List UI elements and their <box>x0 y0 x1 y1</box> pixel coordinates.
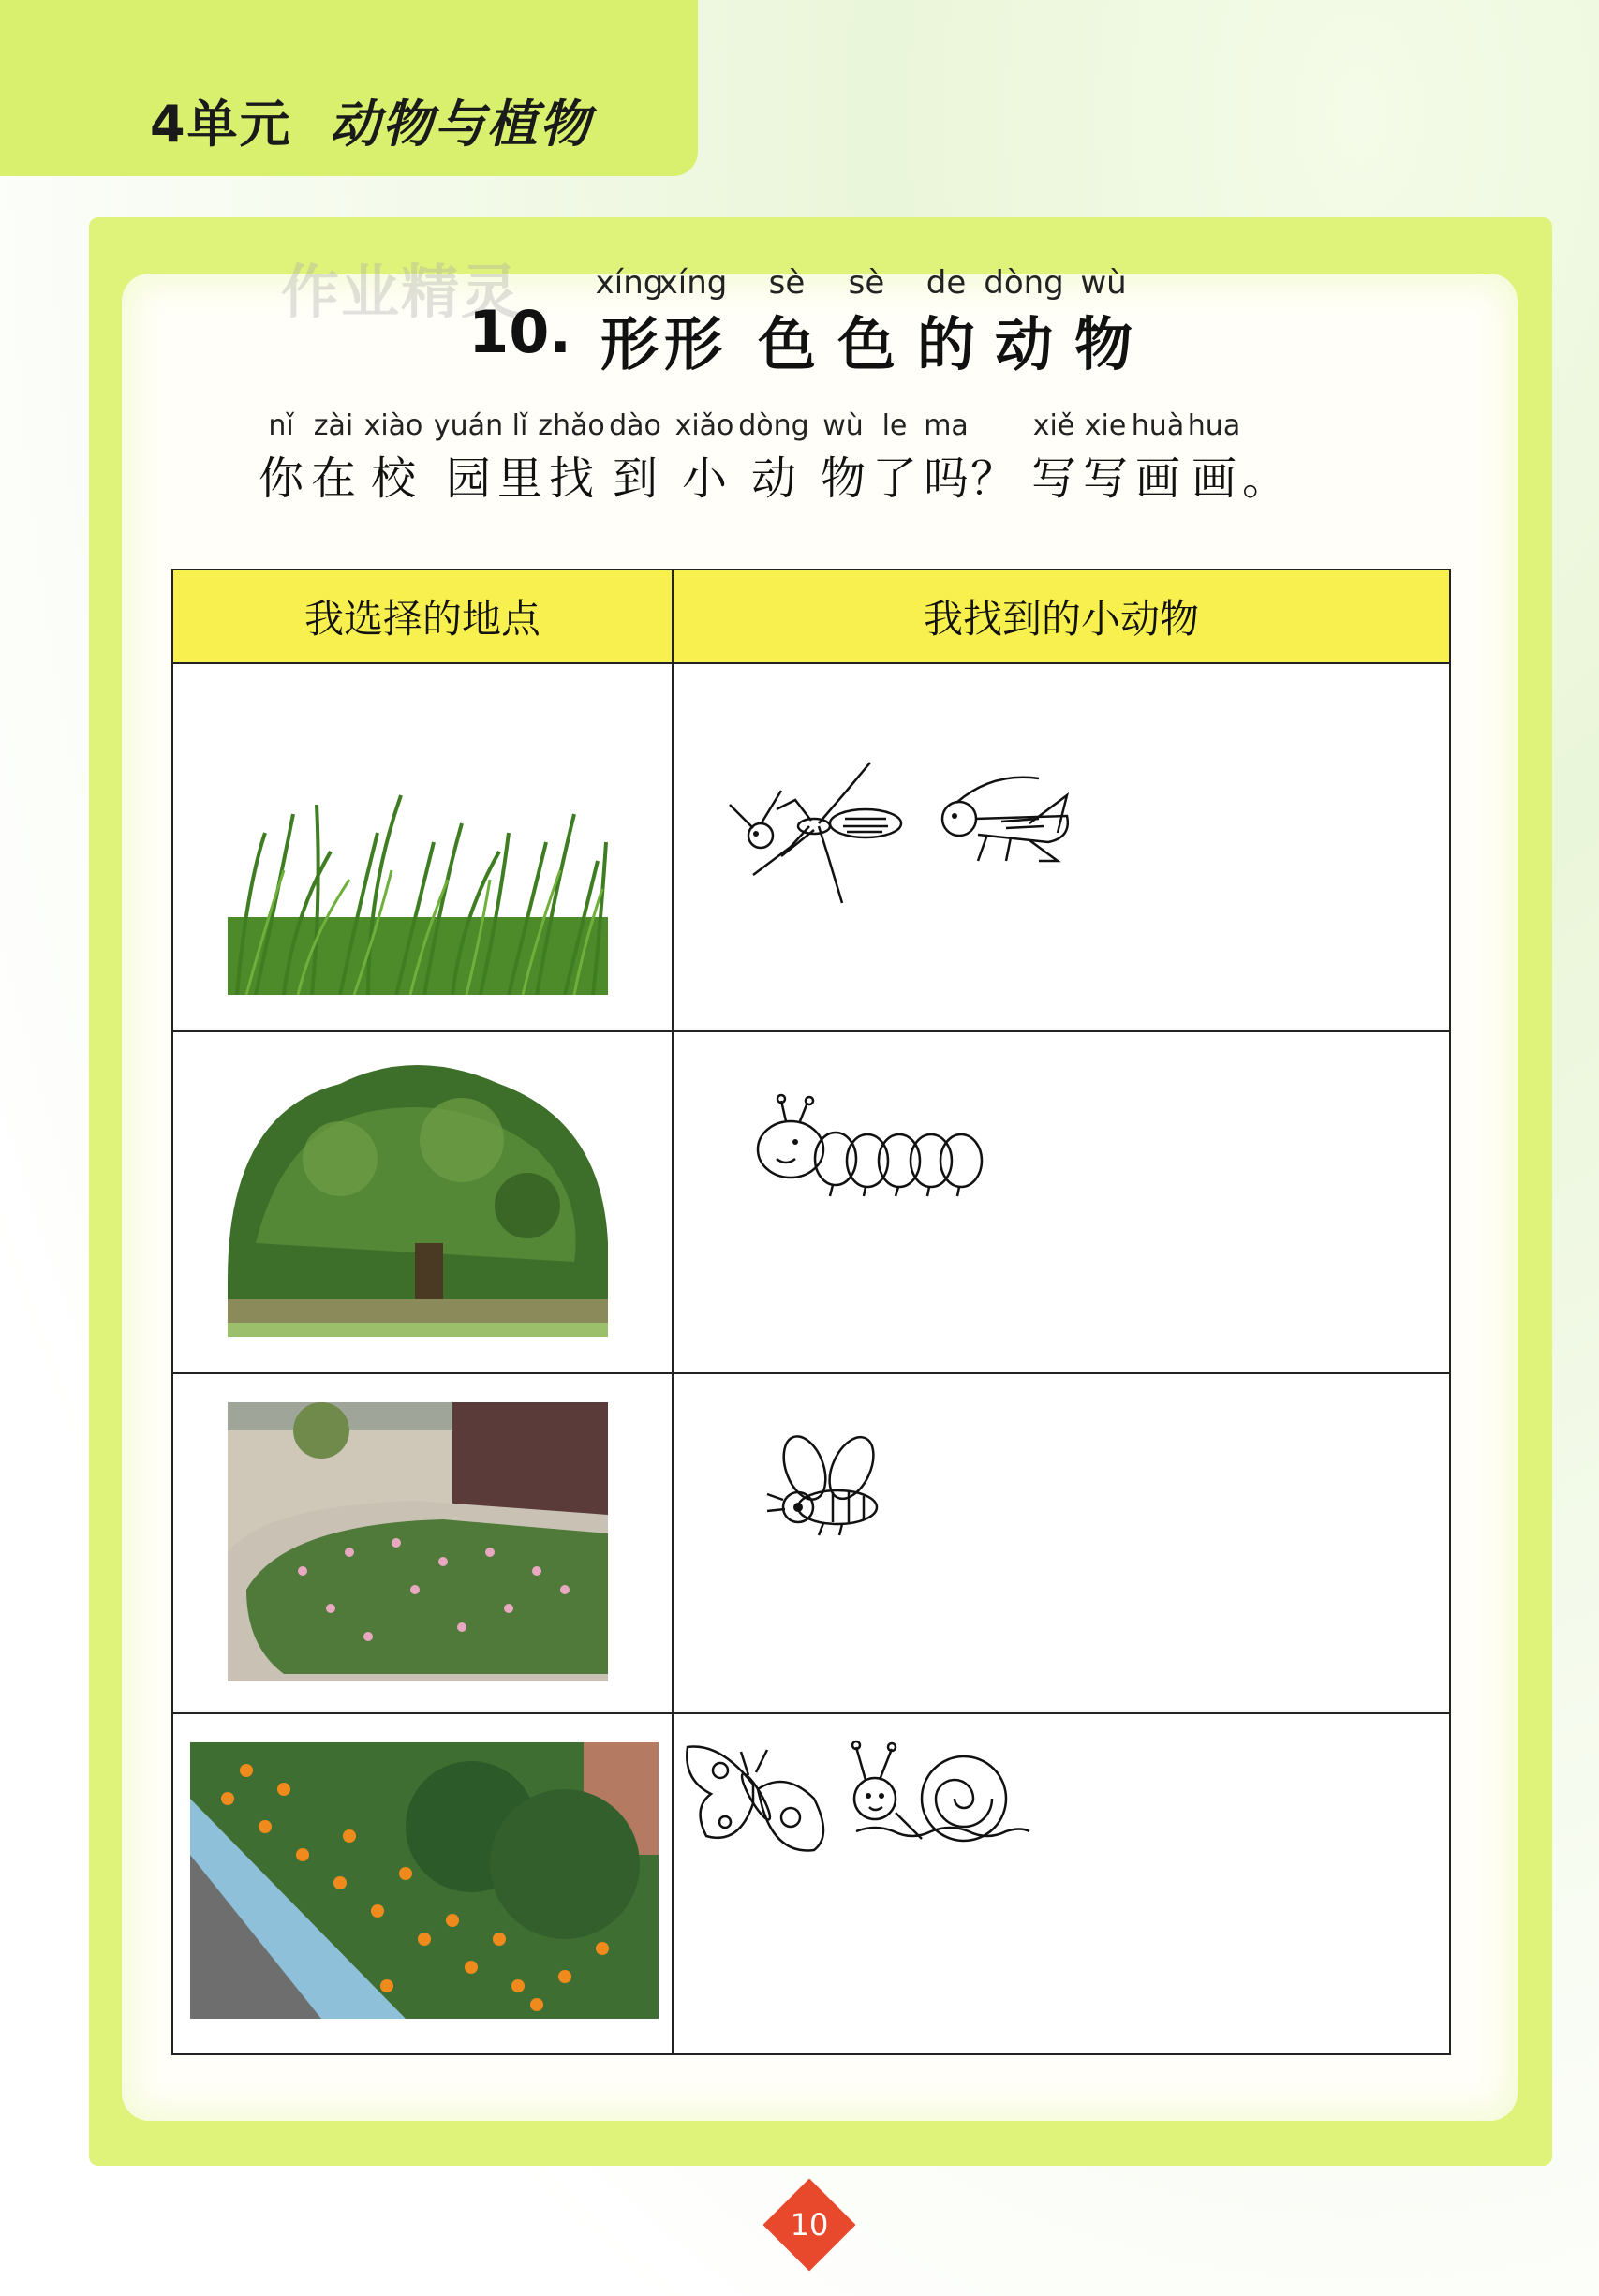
animals-cell <box>673 1373 1450 1713</box>
place-cell <box>172 663 673 1031</box>
instruction-character: 找 <box>548 452 595 505</box>
instruction-character: ？ <box>970 452 1016 505</box>
instruction-character: 你 <box>258 452 304 505</box>
watermark: 作业精灵 <box>281 258 522 326</box>
title-pinyin-syllable: xíng <box>659 264 728 302</box>
instruction-character: 写 <box>1030 452 1077 505</box>
instruction-pinyin-syllable: nǐ <box>268 409 294 442</box>
place-cell <box>172 1373 673 1713</box>
tree-photo <box>228 1056 608 1337</box>
title-character: 的 <box>916 310 976 378</box>
table-row <box>172 1031 1450 1373</box>
place-cell <box>172 1713 673 2054</box>
instruction-pinyin-syllable: xiě <box>1032 409 1075 442</box>
bee-drawing <box>762 1430 894 1543</box>
title-character: 色 <box>837 310 896 378</box>
instruction-character: 物 <box>820 452 866 505</box>
instruction-pinyin-syllable: zhǎo <box>538 409 605 442</box>
page-number: 10 <box>790 2207 829 2243</box>
animals-cell <box>673 663 1450 1031</box>
instruction-pinyin-syllable: yuán <box>433 409 504 442</box>
table-row <box>172 1713 1450 2054</box>
instruction-pinyin-syllable: wù <box>822 409 864 442</box>
unit-label: 4单元 <box>150 95 292 154</box>
title-pinyin-syllable: dòng <box>984 264 1064 302</box>
instruction-character: 园 <box>445 452 492 505</box>
instruction-pinyin-syllable: lǐ <box>511 409 528 442</box>
animals-cell <box>673 1713 1450 2054</box>
table-row <box>172 663 1450 1031</box>
instruction-pinyin-syllable: zài <box>313 409 354 442</box>
title-character: 动 <box>994 310 1054 378</box>
instruction-pinyin-syllable: xiǎo <box>674 409 734 442</box>
instruction-character: 。 <box>1241 452 1288 505</box>
instruction-pinyin-syllable: xie <box>1084 409 1127 442</box>
title-pinyin-syllable: sè <box>768 264 806 302</box>
instruction-character: 校 <box>370 452 417 505</box>
instruction-character: 里 <box>496 452 543 505</box>
place-cell <box>172 1031 673 1373</box>
title-character: 物 <box>1073 310 1133 378</box>
title-pinyin-syllable: wù <box>1080 264 1127 302</box>
caterpillar-drawing <box>753 1093 987 1206</box>
title-pinyin-syllable: sè <box>848 264 885 302</box>
flower-border-photo <box>190 1742 659 2019</box>
instruction-pinyin-syllable: hua <box>1187 409 1241 442</box>
unit-name: 动物与植物 <box>329 95 592 154</box>
instruction-character: 在 <box>310 452 357 505</box>
grass-photo <box>228 777 608 995</box>
instruction-pinyin-syllable: dào <box>609 409 661 442</box>
header-place: 我选择的地点 <box>172 570 673 663</box>
butterfly-drawing <box>683 1733 833 1864</box>
instruction-pinyin-syllable: huà <box>1131 409 1185 442</box>
unit-title <box>150 84 592 156</box>
table-row <box>172 1373 1450 1713</box>
instruction-character: 小 <box>681 452 728 505</box>
ant-drawing <box>725 753 903 912</box>
title-character: 色 <box>757 310 817 378</box>
instruction-pinyin-syllable: le <box>881 409 908 442</box>
instruction-character: 画 <box>1134 452 1181 505</box>
observation-table <box>171 569 1451 2055</box>
title-character: 形 <box>600 310 659 378</box>
lesson-number: 10. <box>468 298 571 366</box>
title-character: 形 <box>663 310 723 378</box>
instruction-pinyin-syllable: ma <box>924 409 969 442</box>
title-pinyin-syllable: de <box>925 264 967 302</box>
instruction-pinyin-syllable: dòng <box>738 409 809 442</box>
instruction-character: 吗 <box>923 452 970 505</box>
header-animals: 我找到的小动物 <box>673 570 1450 663</box>
title-pinyin-syllable: xíng <box>595 264 664 302</box>
instruction-character: 了 <box>871 452 918 505</box>
flowerbed-photo <box>228 1402 608 1681</box>
instruction-pinyin-syllable: xiào <box>363 409 423 442</box>
grasshopper-drawing <box>936 767 1076 880</box>
instruction-character: 画 <box>1191 452 1237 505</box>
instruction-character: 动 <box>750 452 797 505</box>
instruction-character: 到 <box>612 452 659 505</box>
snail-drawing <box>847 1738 1034 1859</box>
animals-cell <box>673 1031 1450 1373</box>
instruction-character: 写 <box>1082 452 1129 505</box>
